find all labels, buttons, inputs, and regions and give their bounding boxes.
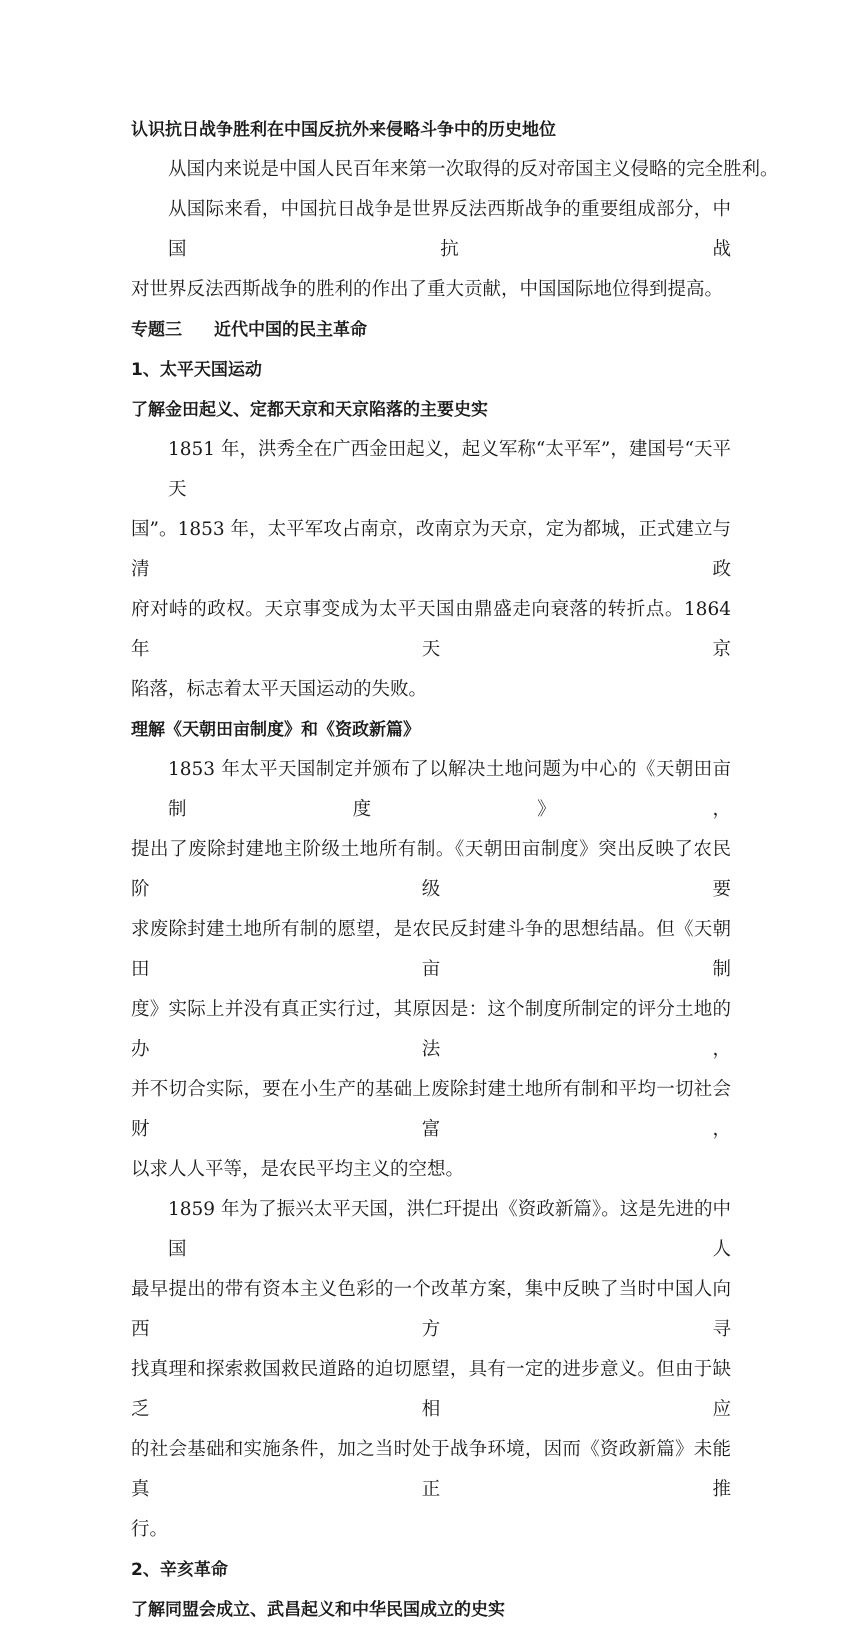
paragraph-line: 找真理和探索救国救民道路的迫切愿望，具有一定的进步意义。但由于缺乏相应 [131, 1359, 731, 1420]
paragraph-line: 对世界反法西斯战争的胜利的作出了重大贡献，中国国际地位得到提高。 [131, 279, 724, 300]
paragraph-line: 求废除封建土地所有制的愿望，是农民反封建斗争的思想结晶。但《天朝田亩制 [131, 919, 731, 980]
section-xinhai: 2、辛亥革命 [131, 1560, 228, 1580]
paragraph-line: 行。 [131, 1519, 169, 1540]
paragraph-line: 1859 年为了振兴太平天国，洪仁玕提出《资政新篇》。这是先进的中国人 [168, 1199, 731, 1260]
topic-three-heading [131, 310, 731, 350]
paragraph-line: 陷落，标志着太平天国运动的失败。 [131, 679, 428, 700]
paragraph-line: 1853 年太平天国制定并颁布了以解决土地问题为中心的《天朝田亩制度》， [168, 759, 731, 820]
topic-three-label: 专题三 [131, 320, 182, 340]
paragraph-line: 提出了废除封建地主阶级土地所有制。《天朝田亩制度》突出反映了农民阶级要 [131, 839, 731, 900]
paragraph-domestic: 从国内来说是中国人民百年来第一次取得的反对帝国主义侵略的完全胜利。 [168, 159, 779, 180]
paragraph-tianchao [131, 750, 731, 1190]
heading-taiping-facts: 了解金田起义、定都天京和天京陷落的主要史实 [131, 400, 488, 420]
section-taiping: 1、太平天国运动 [131, 360, 262, 380]
paragraph-line: 以求人人平等，是农民平均主义的空想。 [131, 1159, 465, 1180]
document-page [131, 110, 779, 1630]
paragraph-line: 最早提出的带有资本主义色彩的一个改革方案，集中反映了当时中国人向西方寻 [131, 1279, 731, 1340]
paragraph-taiping [131, 430, 731, 710]
heading-documents: 理解《天朝田亩制度》和《资政新篇》 [131, 720, 420, 740]
paragraph-line: 的社会基础和实施条件，加之当时处于战争环境，因而《资政新篇》未能真正推 [131, 1439, 731, 1500]
paragraph-line: 国”。1853 年，太平军攻占南京，改南京为天京，定为都城，正式建立与清政 [131, 519, 731, 580]
topic-three-title: 近代中国的民主革命 [214, 320, 367, 340]
heading-victory: 认识抗日战争胜利在中国反抗外来侵略斗争中的历史地位 [131, 120, 556, 140]
paragraph-zizheng [131, 1190, 731, 1550]
paragraph-line: 1851 年，洪秀全在广西金田起义，起义军称“太平军”，建国号“天平天 [168, 439, 731, 500]
paragraph-line: 府对峙的政权。天京事变成为太平天国由鼎盛走向衰落的转折点。1864 年天京 [131, 599, 731, 660]
paragraph-line: 从国际来看，中国抗日战争是世界反法西斯战争的重要组成部分，中国抗战 [168, 199, 731, 260]
paragraph-international [131, 190, 731, 310]
paragraph-line: 度》实际上并没有真正实行过，其原因是：这个制度所制定的评分土地的办法， [131, 999, 731, 1060]
heading-xinhai-facts: 了解同盟会成立、武昌起义和中华民国成立的史实 [131, 1600, 505, 1620]
paragraph-line: 并不切合实际，要在小生产的基础上废除封建土地所有制和平均一切社会财富， [131, 1079, 731, 1140]
